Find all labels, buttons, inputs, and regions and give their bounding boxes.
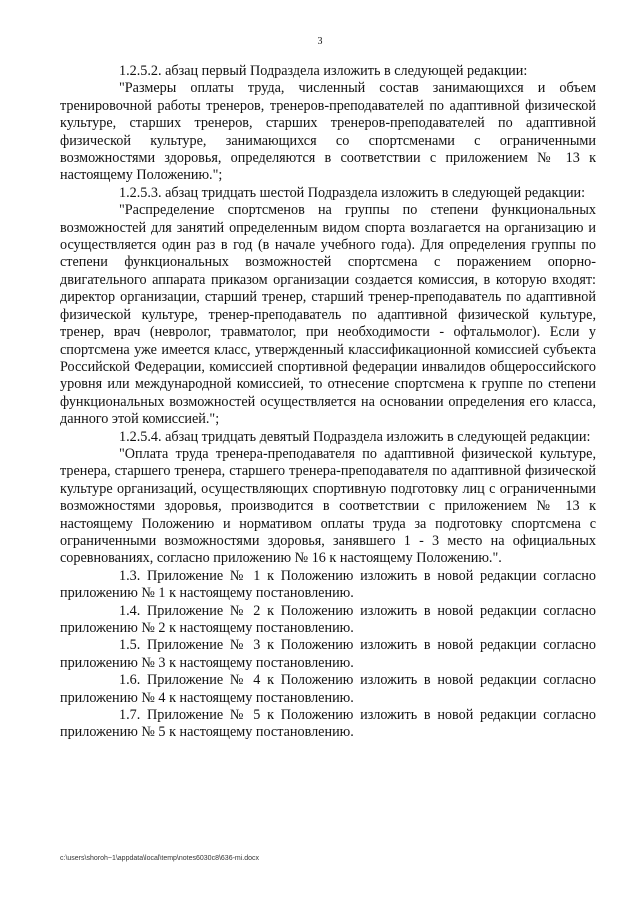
paragraph-1-7: 1.7. Приложение № 5 к Положению изложить в новой редакции согласно приложению № 5 к настоящему постановлению.: [60, 707, 596, 741]
footer-file-path: c:\users\shoroh~1\appdata\local\temp\notes6030c8\636-mi.docx: [60, 855, 260, 862]
paragraph-1-6: 1.6. Приложение № 4 к Положению изложить в новой редакции согласно приложению № 4 к настоящему постановлению.: [60, 672, 596, 706]
document-body: [60, 63, 596, 742]
page-number: 3: [317, 36, 323, 47]
paragraph-quote-payment-sizes: "Размеры оплаты труда, численный состав занимающихся и объем тренировочной работы тренеров, тренеров-преподавателей по адаптивной физической культуре, старших тренеров, старших тренеров-преподавателей по адаптивной физической культуре, занимающихся со спортсменами с ограниченными возможностями здоровья, определяются в соответствии с приложением № 13 к настоящему Положению.";: [60, 80, 596, 184]
paragraph-1-5: 1.5. Приложение № 3 к Положению изложить в новой редакции согласно приложению № 3 к настоящему постановлению.: [60, 637, 596, 671]
paragraph-1-4: 1.4. Приложение № 2 к Положению изложить в новой редакции согласно приложению № 2 к настоящему постановлению.: [60, 602, 596, 636]
paragraph-1-2-5-4: 1.2.5.4. абзац тридцать девятый Подраздела изложить в следующей редакции:: [119, 428, 591, 445]
paragraph-1-3: 1.3. Приложение № 1 к Положению изложить в новой редакции согласно приложению № 1 к настоящему постановлению.: [60, 567, 596, 602]
paragraph-quote-distribution: "Распределение спортсменов на группы по степени функциональных возможностей для занятий определенным видом спорта возлагается на организацию и осуществляется один раз в год (в начале учебного года). Для определения группы по степени функциональных возможностей спортсмена с поражением опорно-двигательного аппарата приказом организации создается комиссия, в которую входят: директор организации, старший тренер, старший тренер-преподаватель по адаптивной физической культуре, тренер-преподаватель по адаптивной физической культуре, тренер, врач (невролог, травматолог, при необходимости - офтальмолог). Если у спортсмена уже имеется класс, утвержденный классификационной комиссией субъекта Российской Федерации, комиссией спортивной федерации инвалидов общероссийского уровня или международной комиссией, то отнесение спортсмена к группе по степени функциональных возможностей осуществляется на основании определения его класса, данного этой комиссией.";: [60, 202, 596, 428]
paragraph-quote-payment: "Оплата труда тренера-преподавателя по адаптивной физической культуре, тренера, старшего тренера, старшего тренера-преподавателя по адаптивной физической культуре организаций, осуществляющих спортивную подготовку лиц с ограниченными возможностями здоровья, производится в соответствии с приложением № 13 к настоящему Положению и нормативом оплаты труда за подготовку спортсмена с ограниченными возможностями здоровья, занявшего 1 - 3 место на официальных соревнованиях, согласно приложению № 16 к настоящему Положению.".: [60, 445, 596, 567]
paragraph-1-2-5-3: 1.2.5.3. абзац тридцать шестой Подраздела изложить в следующей редакции:: [119, 184, 586, 201]
paragraph-1-2-5-2: 1.2.5.2. абзац первый Подраздела изложить в следующей редакции:: [119, 63, 528, 79]
